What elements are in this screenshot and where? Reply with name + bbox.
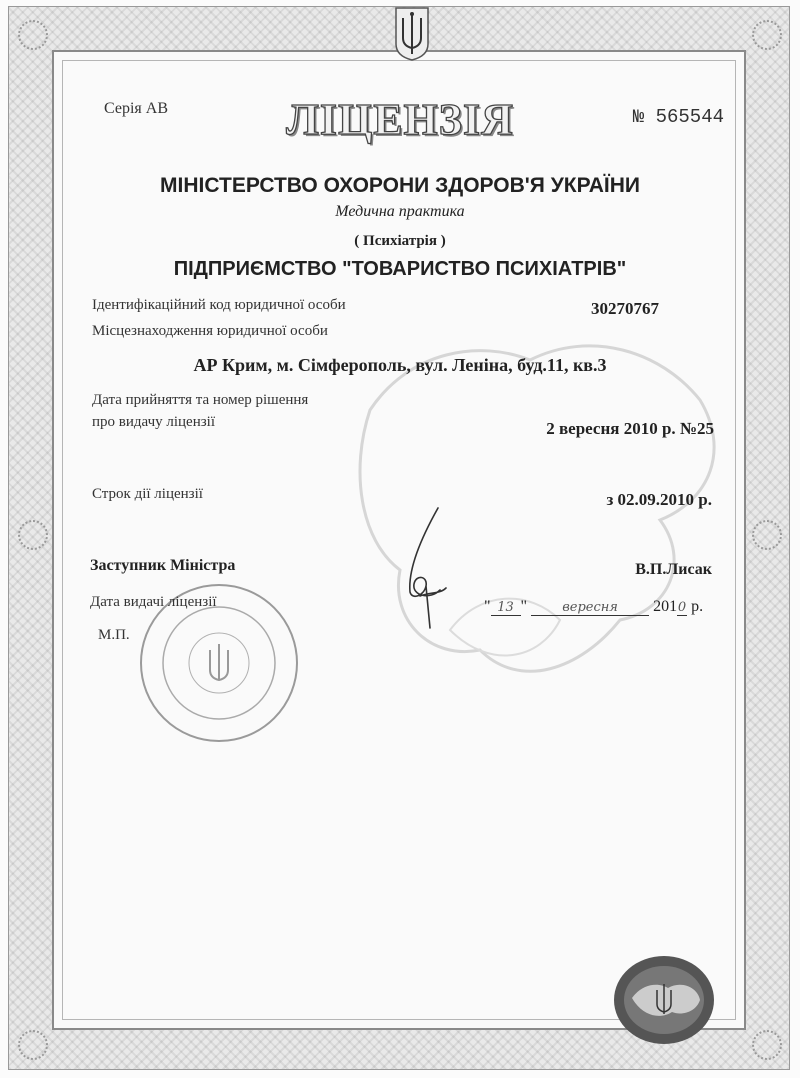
issue-date-label: Дата видачі ліцензії — [90, 594, 217, 610]
issue-quote-close: " — [520, 598, 528, 615]
rosette-ornament — [752, 520, 782, 550]
practice-type: Медична практика — [335, 203, 465, 220]
hologram-sticker-icon — [612, 954, 716, 1046]
seal-place-label: М.П. — [98, 627, 130, 643]
id-code-label: Ідентифікаційний код юридичної особи — [92, 297, 346, 313]
decision-label-line1: Дата прийняття та номер рішення — [92, 392, 309, 408]
trident-emblem-icon — [392, 4, 432, 62]
id-code-value: 30270767 — [591, 299, 659, 318]
ministry-name: МІНІСТЕРСТВО ОХОРОНИ ЗДОРОВ'Я УКРАЇНИ — [160, 174, 640, 197]
license-number: № 565544 — [632, 106, 724, 128]
issue-month: вересня — [531, 600, 649, 616]
issue-quote-open: " — [484, 598, 491, 615]
licensee-address: АР Крим, м. Сімферополь, вул. Леніна, буд.11, кв.3 — [193, 355, 607, 375]
issue-day: 13 — [491, 600, 521, 616]
location-label: Місцезнаходження юридичної особи — [92, 323, 328, 339]
handwritten-signature — [390, 500, 460, 630]
decision-label-line2: про видачу ліцензії — [92, 414, 215, 430]
rosette-ornament — [18, 520, 48, 550]
rosette-ornament — [752, 1030, 782, 1060]
issue-date — [484, 598, 703, 616]
validity-label: Строк дії ліцензії — [92, 486, 203, 502]
speciality: ( Психіатрія ) — [354, 233, 446, 249]
rosette-ornament — [18, 20, 48, 50]
rosette-ornament — [18, 1030, 48, 1060]
decision-value: 2 вересня 2010 р. №25 — [546, 419, 714, 438]
signatory-position: Заступник Міністра — [90, 557, 236, 574]
document-title: ЛІЦЕНЗІЯ — [286, 95, 514, 144]
issue-year-suffix: р. — [687, 598, 704, 615]
signatory-name: В.П.Лисак — [635, 561, 712, 578]
issue-year-digit: 0 — [677, 600, 687, 615]
issue-year-prefix: 201 — [653, 598, 678, 615]
rosette-ornament — [752, 20, 782, 50]
licensee-name: ПІДПРИЄМСТВО "ТОВАРИСТВО ПСИХІАТРІВ" — [173, 258, 627, 280]
series-label: Серія АВ — [104, 100, 168, 117]
validity-value: з 02.09.2010 р. — [606, 490, 712, 509]
